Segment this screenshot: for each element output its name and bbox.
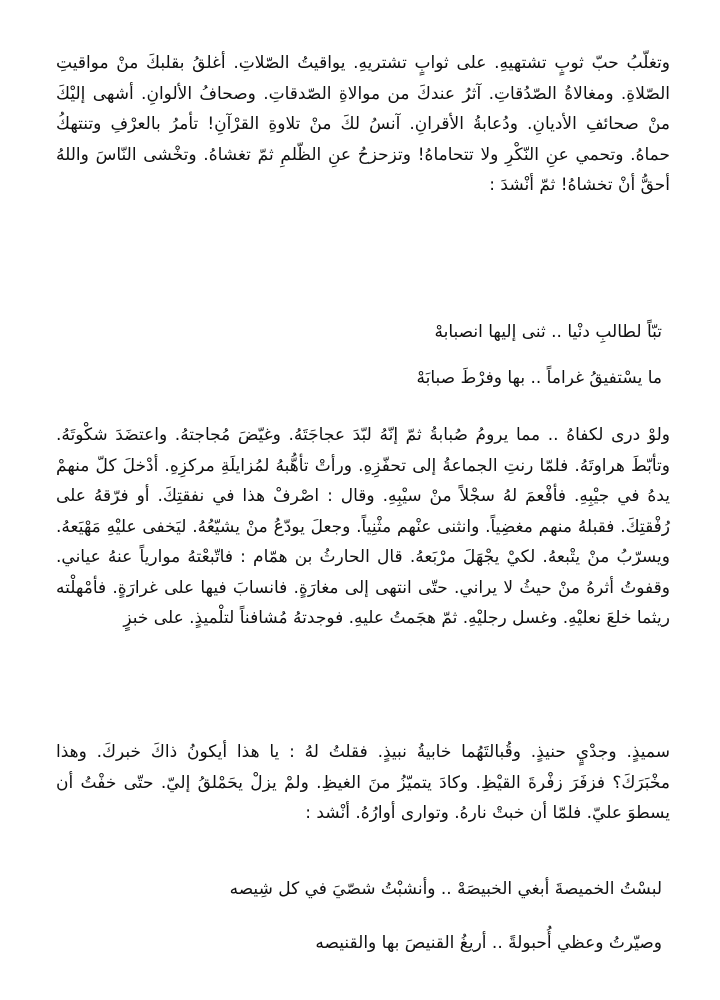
paragraph-3: سميذٍ. وجدْيٍ حنيذٍ. وقُبالتَهُما خابيةُ نبيذٍ. فقلتُ لهُ : يا هذا أيكونُ ذاكَ خبركَ. وهذا مخْبَرَكَ؟ فزفَرَ زفْرةَ القيْظِ. وكادَ يتميّزُ منَ الغيظِ. ولمْ يزلْ يحَمْلقُ إليّ. حتّى خفْتُ أن يسطوَ عليّ. فلمّا أن خبتْ نارهُ. وتوارى أوارُهُ. أنْشد :: [56, 742, 670, 823]
verse-line-2: ما يسْتفيقُ غراماً .. بها وفرْطَ صبابَهْ: [416, 368, 662, 388]
paragraph-2: ولوْ درى لكفاهُ .. مما يرومُ صُبابةُ ثمّ إنّهُ لبّدَ عجاجَتَهُ. وغيّضَ مُجاجتهُ. واعتضَدَ شكْوتَهُ. وتأبّطَ هراوتَهُ. فلمّا رنتِ الجماعةُ إلى تحفّزِهِ. ورأتْ تأهُّبهُ لمُزايلَةِ مركزِهِ. أدْخلَ كلّ منهمْ يدهُ في جيْبِهِ. فأفْعمَ لهُ سجْلاً منْ سيْبِهِ. وقال : اصْرفْ هذا في نفقتِكَ. أو فرّقهُ على رُفْقتِكَ. فقبلهُ منهم مغضِياً. وانثنى عنْهم مثْنِياً. وجعلَ يودّعُ منْ يشيّعُهُ. ليَخفى عليْهِ مَهْيَعهُ. ويسرّبُ منْ يتْبعهُ. لكيْ يجْهَلَ مرْبَعهُ. قال الحارثُ بن همّام : فاتّبعْتهُ موارياً عنهُ عياني. وقفوتُ أثرهُ منْ حيثُ لا يراني. حتّى انتهى إلى مغارَةٍ. فانسابَ فيها على غرارَةٍ. فأمْهلْته ريثما خلعَ نعليْهِ. وغسل رجليْهِ. ثمّ هجَمتُ عليهِ. فوجدتهُ مُشافناً لتلْميذٍ. على خبزٍ: [56, 425, 670, 628]
verse-line-1: تبّاً لطالبِ دنْيا .. ثنى إليها انصبابهْ: [434, 322, 662, 342]
verse-line-4: وصيّرتُ وعظي أُحبولةً .. أريغُ القنيصَ بها والقنيصه: [315, 933, 662, 953]
verse-line-3: لبسْتُ الخميصةَ أبغي الخبيصَهْ .. وأنشبْتُ شصّيَ في كل شِيصه: [229, 879, 662, 899]
paragraph-1: وتغلّبُ حبّ ثوبٍ تشتهيهِ. على ثوابٍ تشتريهِ. يواقيتُ الصّلاتِ. أغلقُ بقلبكَ منْ مواقيتِ الصّلاةِ. ومغالاةُ الصّدُقاتِ. آثرُ عندكَ من موالاةِ الصّدقاتِ. وصحافُ الألوانِ. أشهى إليْكَ منْ صحائفِ الأديانِ. ودُعابةُ الأقرانِ. آنسُ لكَ منْ تلاوةِ القرْآنِ! تأمرُ بالعرْفِ وتنتهكُ حماهُ. وتحمي عنِ النّكْرِ ولا تتحاماهُ! وتزحزحُ عنِ الظّلمِ ثمّ تغشاهُ. وتخْشى النّاسَ واللهُ أحقُّ أنْ تخشاهُ! ثمّ أنْشدَ :: [56, 53, 670, 195]
